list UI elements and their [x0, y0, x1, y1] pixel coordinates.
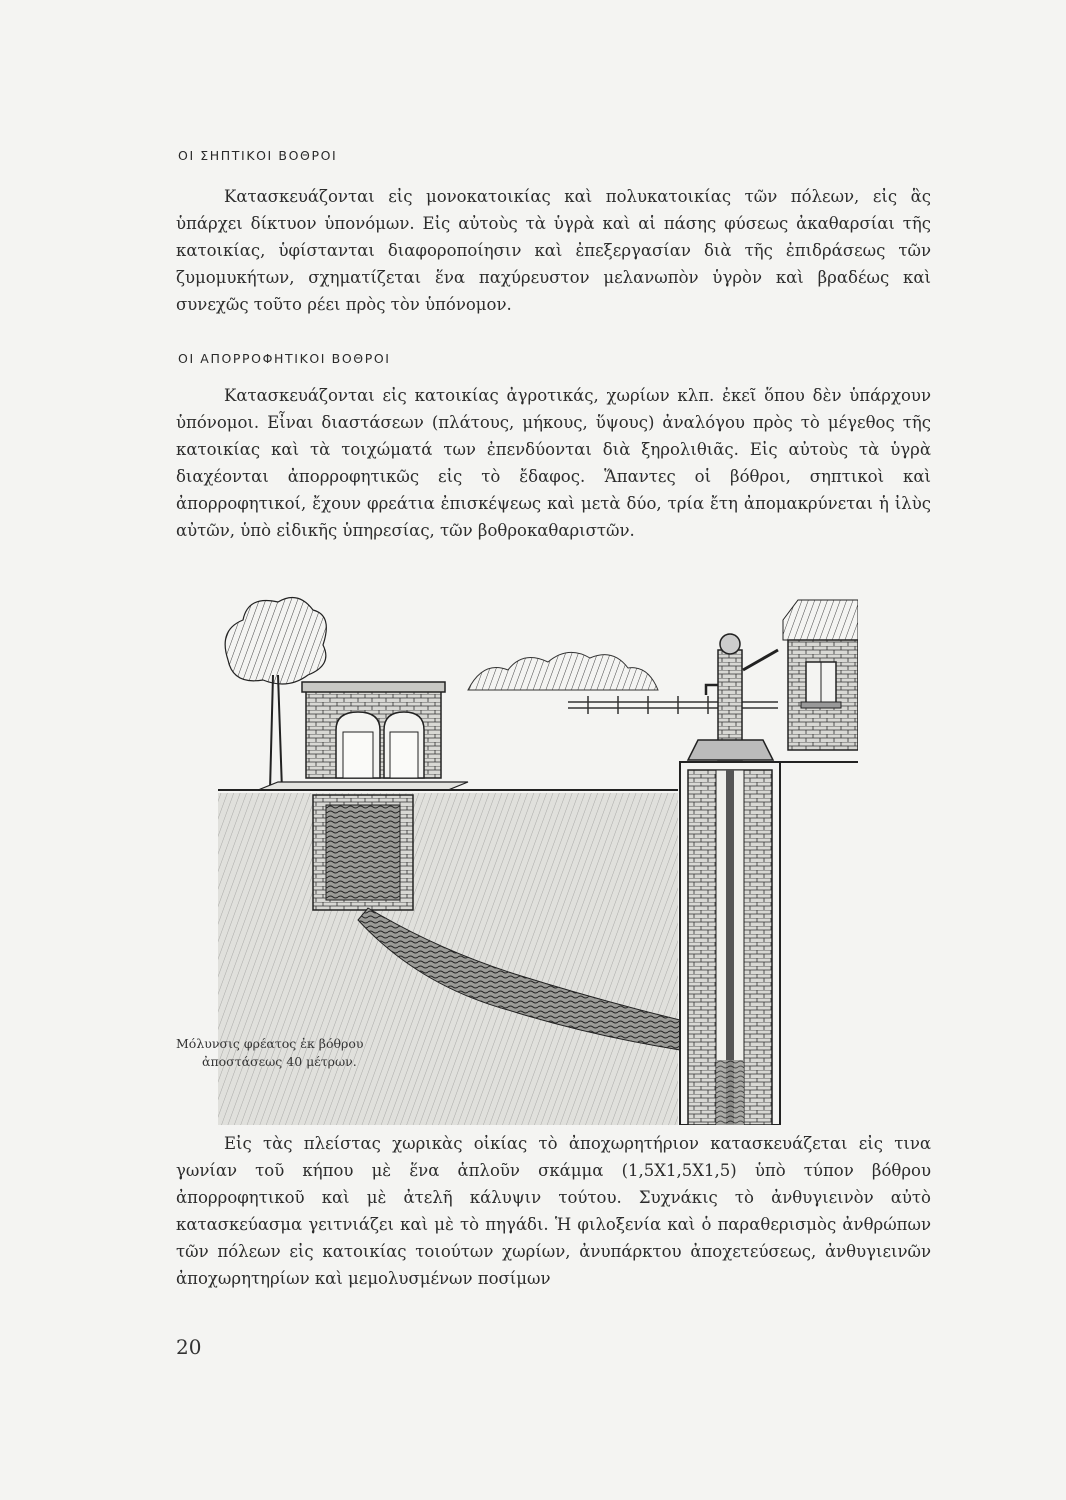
- water-pump: [688, 634, 778, 760]
- paragraph-septic-tanks: [176, 183, 931, 318]
- distant-trees: [468, 652, 658, 690]
- paragraph-septic-text: Κατασκευάζονται εἰς μονοκατοικίας καὶ πολυκατοικίας τῶν πόλεων, εἰς ἃς ὑπάρχει δίκτυον ὑπονόμων. Εἰς αὐτοὺς τὰ ὑγρὰ καὶ αἱ πάσης φύσεως ἀκαθαρσίαι τῆς κατοικίας, ὑφίστανται διαφοροποίησιν καὶ ἐπεξεργασίαν διὰ τῆς ἐπιδράσεως τῶν ζυμομυκήτων, σχηματίζεται ἕνα παχύρευστον μελανωπὸν ὑγρὸν καὶ βραδέως καὶ συνεχῶς τοῦτο ρέει πρὸς τὸν ὑπόνομον.: [176, 187, 931, 314]
- paragraph-absorbent-pits: [176, 382, 931, 544]
- paragraph-closing-text: Εἰς τὰς πλείστας χωρικὰς οἰκίας τὸ ἀποχωρητήριον κατασκευάζεται εἰς τινα γωνίαν τοῦ κήπου μὲ ἕνα ἁπλοῦν σκάμμα (1,5Χ1,5Χ1,5) ὑπὸ τύπον βόθρου ἀπορροφητικοῦ καὶ μὲ ἀτελῆ κάλυψιν τούτου. Συχνάκις τὸ ἀνθυγιεινὸν αὐτὸ κατασκεύασμα γειτνιάζει καὶ μὲ τὸ πηγάδι. Ἡ φιλοξενία καὶ ὁ παραθερισμὸς ἀνθρώπων τῶν πόλεων εἰς κατοικίας τοιούτων χωρίων, ἀνυπάρκτου ἀποχετεύσεως, ἀνθυγιεινῶν ἀποχωρητηρίων καὶ μεμολυσμένων ποσίμων: [176, 1134, 931, 1288]
- fence: [568, 696, 778, 714]
- heading-absorbent-pits: ΟΙ ΑΠΟΡΡΟΦΗΤΙΚΟΙ ΒΟΘΡΟΙ: [178, 351, 391, 366]
- cesspit: [313, 795, 413, 910]
- paragraph-absorbent-text: Κατασκευάζονται εἰς κατοικίας ἀγροτικάς, χωρίων κλπ. ἐκεῖ ὅπου δὲν ὑπάρχουν ὑπόνομοι. Εἶναι διαστάσεων (πλάτους, μήκους, ὕψους) ἀναλόγου πρὸς τὸ μέγεθος τῆς κατοικίας καὶ τὰ τοιχώματά των ἐπενδύονται διὰ ξηρολιθιᾶς. Εἰς αὐτοὺς τὰ ὑγρὰ διαχέονται ἀπορροφητικῶς εἰς τὸ ἔδαφος. Ἅπαντες οἱ βόθροι, σηπτικοὶ καὶ ἀπορροφητικοί, ἔχουν φρεάτια ἐπισκέψεως καὶ μετὰ δύο, τρία ἔτη ἀπομακρύνεται ἡ ἰλὺς αὐτῶν, ὑπὸ εἰδικῆς ὑπηρεσίας, τῶν βοθροκαθαριστῶν.: [176, 386, 931, 540]
- page-number: 20: [176, 1335, 202, 1359]
- paragraph-village-latrines: [176, 1130, 931, 1292]
- figure-caption: [176, 1035, 364, 1071]
- well-shaft: [680, 762, 780, 1125]
- caption-line-2: ἀποστάσεως 40 μέτρων.: [202, 1054, 357, 1069]
- distant-house: [783, 600, 858, 750]
- heading-septic-tanks: ΟΙ ΣΗΠΤΙΚΟΙ ΒΟΘΡΟΙ: [178, 148, 338, 163]
- caption-line-1: Μόλυνσις φρέατος ἐκ βόθρου: [176, 1036, 364, 1051]
- outhouse: [258, 682, 468, 790]
